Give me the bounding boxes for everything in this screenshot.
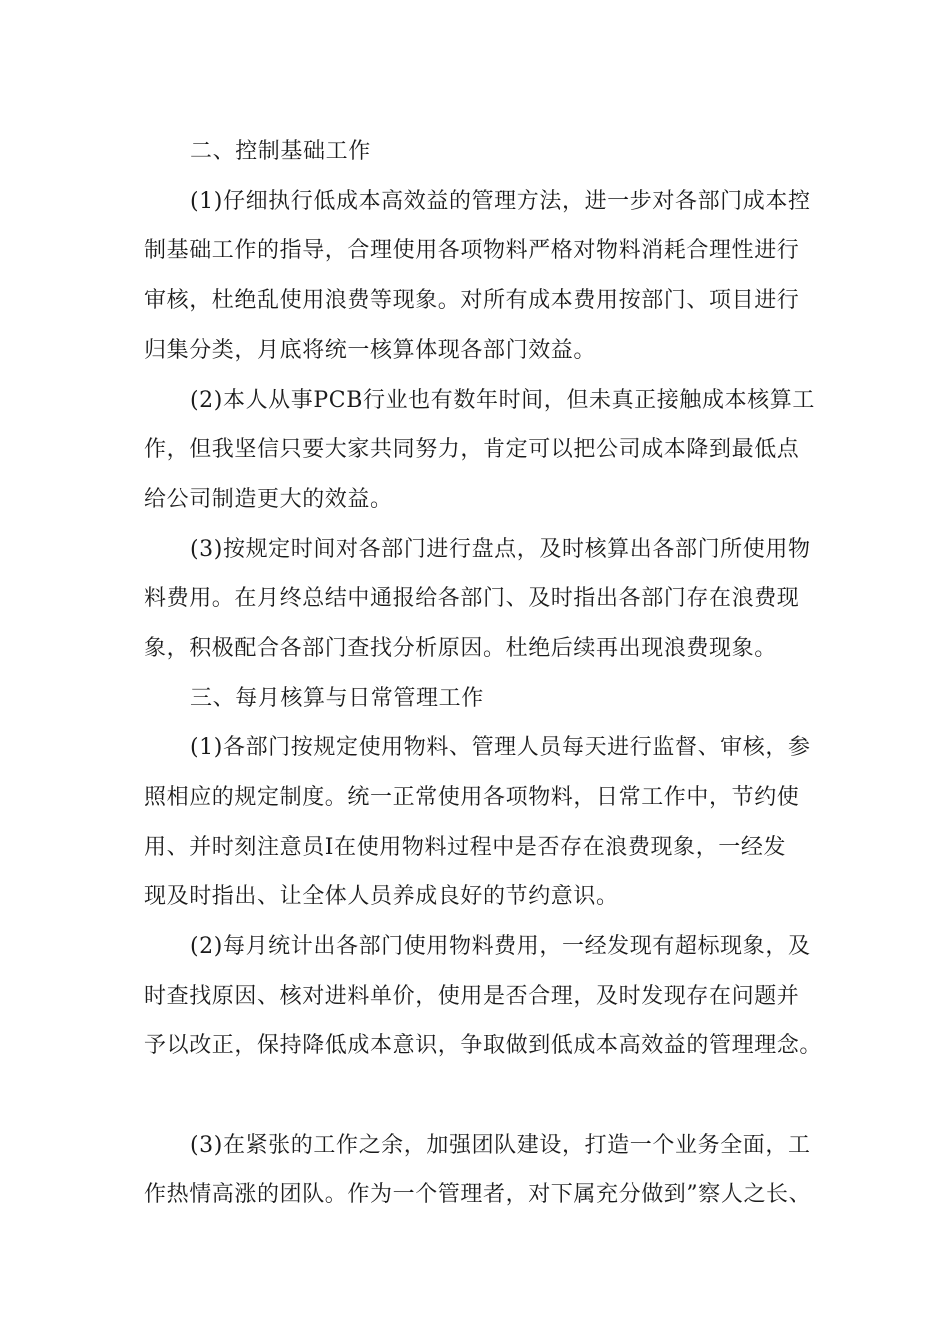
paragraph-line: 现及时指出、让全体人员养成良好的节约意识。 (144, 884, 619, 909)
paragraph-line: (1)各部门按规定使用物料、管理人员每天进行监督、审核，参 (190, 735, 811, 760)
paragraph-line: (2)本人从事PCB行业也有数年时间，但未真正接触成本核算工 (190, 388, 815, 413)
paragraph-line: (1)仔细执行低成本高效益的管理方法，进一步对各部门成本控 (190, 189, 811, 214)
paragraph-line: 象，积极配合各部门查找分析原因。杜绝后续再出现浪费现象。 (144, 636, 777, 661)
paragraph-line: 作，但我坚信只要大家共同努力，肯定可以把公司成本降到最低点 (144, 437, 800, 462)
paragraph-line: 料费用。在月终总结中通报给各部门、及时指出各部门存在浪费现 (144, 586, 800, 611)
paragraph-line: (3)按规定时间对各部门进行盘点，及时核算出各部门所使用物 (190, 537, 811, 562)
paragraph-line: 作热情高涨的团队。作为一个管理者，对下属充分做到”察人之长、 (144, 1182, 812, 1207)
paragraph-line: 时查找原因、核对进料单价，使用是否合理，及时发现存在问题并 (144, 984, 800, 1009)
paragraph-line: 归集分类，月底将统一核算体现各部门效益。 (144, 338, 597, 363)
paragraph-line: 照相应的规定制度。统一正常使用各项物料，日常工作中，节约使 (144, 785, 800, 810)
paragraph-line: 审核，杜绝乱使用浪费等现象。对所有成本费用按部门、项目进行 (144, 288, 800, 313)
paragraph-line: (3)在紧张的工作之余，加强团队建设，打造一个业务全面，工 (190, 1133, 811, 1158)
paragraph-line: 予以改正，保持降低成本意识，争取做到低成本高效益的管理理念。 (144, 1033, 823, 1058)
paragraph-line: 用、并时刻注意员I在使用物料过程中是否存在浪费现象，一经发 (144, 835, 787, 860)
paragraph-line: 制基础工作的指导，合理使用各项物料严格对物料消耗合理性进行 (144, 238, 800, 263)
paragraph-line: (2)每月统计出各部门使用物料费用，一经发现有超标现象，及 (190, 934, 811, 959)
paragraph-line: 给公司制造更大的效益。 (144, 487, 393, 512)
section-heading-control-basics: 二、控制基础工作 (190, 139, 371, 164)
section-heading-monthly-accounting: 三、每月核算与日常管理工作 (190, 686, 484, 711)
